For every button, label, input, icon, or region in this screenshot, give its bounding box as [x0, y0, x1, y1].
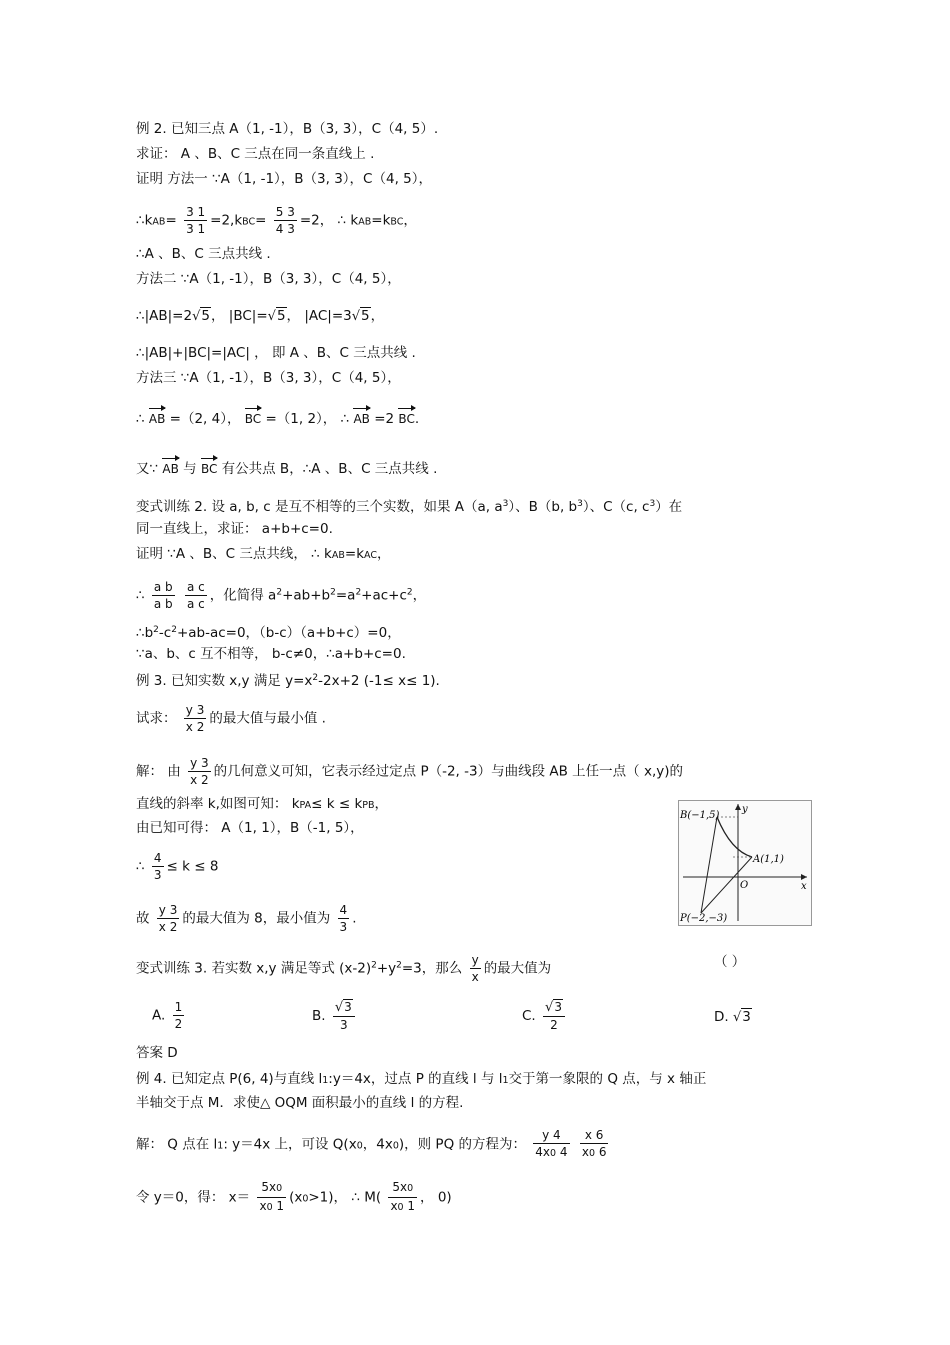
label-p: P(−2,−3)	[680, 913, 728, 924]
label-o: O	[740, 880, 749, 891]
ex3-known: 由已知可得： A（1, 1），B（-1, 5），	[136, 820, 364, 836]
ex2-method3-head: 方法三 ∵A（1, -1），B（3, 3），C（4, 5），	[136, 370, 401, 386]
sqrt: √3	[732, 1009, 751, 1025]
ex3-figure	[678, 800, 812, 926]
ex4-line1: 例 4. 已知定点 P(6, 4)与直线 l1:y＝4x，过点 P 的直线 l 与 l1交于第一象限的 Q 点，与 x 轴正	[136, 1071, 707, 1087]
var2-proof: 证明 ∵A 、B、C 三点共线， ∴ kAB=kAC，	[136, 546, 391, 562]
ex2-method2-head: 方法二 ∵A（1, -1），B（3, 3），C（4, 5），	[136, 271, 401, 287]
var2-conclusion: ∵a、b、c 互不相等， b-c≠0，∴a+b+c=0.	[136, 646, 406, 662]
label-y: y	[742, 804, 748, 815]
fraction: $\frac{4}{3}$	[153, 851, 162, 882]
label-x: x	[801, 881, 807, 892]
fraction: $\frac{5x0}{x0 1}$	[259, 1180, 285, 1213]
curve-ab	[717, 817, 752, 857]
sqrt: √5	[351, 308, 370, 324]
fraction: $\frac{√3}{2}$	[543, 1000, 565, 1032]
label-a: A(1,1)	[753, 854, 784, 865]
vector-bc: BC	[398, 407, 414, 428]
var3-answer: 答案 D	[136, 1045, 178, 1061]
fraction: $\frac{x 6}{x0 6}$	[581, 1128, 607, 1159]
ex2-method3-conclusion: 又∵ AB 与 BC 有公共点 B，∴A 、B、C 三点共线 .	[136, 457, 437, 478]
ex2-method1-slopes: ∴kAB= $\frac{3 1}{3 1}$ =2,kBC= $\frac{5 3}{4 3}$ =2， ∴ kAB=kBC，	[136, 205, 417, 236]
ex4-line2: 半轴交于点 M．求使△ OQM 面积最小的直线 l 的方程.	[136, 1095, 464, 1111]
var2-line1: 变式训练 2. 设 a, b, c 是互不相等的三个实数，如果 A（a, $a^3$）、B（b, $b^3$）、C（c, $c^3$）在	[136, 499, 683, 515]
option-c: C. $\frac{√3}{2}$	[522, 1000, 568, 1032]
ex3-result: 故 $\frac{y 3}{x 2}$ 的最大值为 8，最小值为 $\frac{4}{3}$ .	[136, 903, 357, 934]
vector-bc: BC	[201, 457, 217, 478]
ex4-solution: 解： Q 点在 l1: y＝4x 上，可设 Q(x0，4x0)，则 PQ 的方程为： $\frac{y 4}{4x0 4}$ $\frac{x 6}{x0 6}$	[136, 1128, 607, 1159]
fraction: $\frac{3 1}{3 1}$	[186, 205, 206, 236]
fraction: $\frac{y}{x}$	[471, 953, 479, 984]
fraction: $\frac{\text{a b}}{\text{a b}}$	[153, 580, 173, 611]
option-b: B. $\frac{√3}{3}$	[312, 1000, 358, 1032]
fraction: $\frac{y 3}{x 2}$	[190, 756, 209, 787]
vector-bc: BC	[245, 407, 261, 428]
sqrt: √5	[192, 308, 210, 324]
ex2-title: 例 2. 已知三点 A（1, -1），B（3, 3），C（4, 5）.	[136, 121, 439, 137]
ex2-method1-head: 证明 方法一 ∵A（1, -1），B（3, 3），C（4, 5），	[136, 171, 432, 187]
vector-ab: AB	[353, 407, 369, 428]
fraction: $\frac{4}{3}$	[339, 903, 348, 934]
y-axis-arrow	[735, 804, 741, 810]
vector-ab: AB	[162, 457, 178, 478]
fraction: $\frac{5 3}{4 3}$	[275, 205, 295, 236]
fraction: $\frac{y 3}{x 2}$	[158, 903, 178, 934]
ex3-title: 例 3. 已知实数 x,y 满足 $y=x^2-2x+2$ (-1≤ x≤ 1).	[136, 673, 440, 689]
sqrt: √5	[267, 308, 286, 324]
ex2-method2-conclusion: ∴|AB|+|BC|=|AC| ， 即 A 、B、C 三点共线 .	[136, 345, 416, 361]
ex3-ask: 试求： $\frac{y 3}{x 2}$ 的最大值与最小值 .	[136, 703, 326, 734]
vector-ab: AB	[149, 407, 165, 428]
fraction: $\frac{y 3}{x 2}$	[185, 703, 205, 734]
ex2-method2-distances: ∴|AB|=2√5， |BC|=√5， |AC|=3√5，	[136, 308, 385, 324]
answer-paren: （ ）	[714, 954, 746, 970]
x-axis-arrow	[801, 874, 807, 880]
option-a: A. $\frac{1}{2}$	[152, 1000, 183, 1031]
fraction: $\frac{y 4}{4x0 4}$	[535, 1128, 568, 1159]
fraction: $\frac{5x0}{x0 1}$	[390, 1180, 416, 1213]
ex3-slope-range: 直线的斜率 k,如图可知： kPA≤ k ≤ kPB，	[136, 796, 389, 812]
ex2-prove: 求证： A 、B、C 三点在同一条直线上 .	[136, 146, 375, 162]
var2-factor: $\therefore b^2-c^2+ab-ac=0$，（b-c）（a+b+c）=0，	[136, 625, 401, 641]
ex3-range: ∴ $\frac{4}{3}$ ≤ k ≤ 8	[136, 851, 219, 882]
var2-step: ∴ $\frac{\text{a b}}{\text{a b}}$ $\frac{\text{a c}}{\text{a c}}$ ，化简得 $a^2+ab+b^2=a^2+ac+c^2$，	[136, 580, 427, 611]
label-b: B(−1,5)	[680, 810, 720, 821]
option-d: D. √3	[714, 1009, 751, 1025]
fraction: $\frac{1}{2}$	[174, 1000, 183, 1031]
fraction: $\frac{√3}{3}$	[333, 1000, 355, 1032]
ex4-let: 令 y＝0，得： x＝ $\frac{5x0}{x0 1}$ (x0>1)， ∴ M( $\frac{5x0}{x0 1}$ ， 0)	[136, 1180, 452, 1213]
var3-question: 变式训练 3. 若实数 x,y 满足等式 $(x-2)^2+y^2=3$，那么 $\frac{y}{x}$ 的最大值为	[136, 953, 552, 984]
ex3-solution: 解： 由 $\frac{y 3}{x 2}$ 的几何意义可知，它表示经过定点 P（-2, -3）与曲线段 AB 上任一点（ x,y)的	[136, 756, 683, 787]
fraction: $\frac{\text{a c}}{\text{a c}}$	[186, 580, 205, 611]
coordinate-graph	[679, 801, 811, 925]
ex2-method3-vectors: ∴ AB =（2, 4）， BC =（1, 2）， ∴ AB =2 BC.	[136, 407, 419, 428]
var2-line2: 同一直线上，求证： a+b+c=0.	[136, 521, 333, 537]
ex2-method1-conclusion: ∴A 、B、C 三点共线 .	[136, 246, 271, 262]
